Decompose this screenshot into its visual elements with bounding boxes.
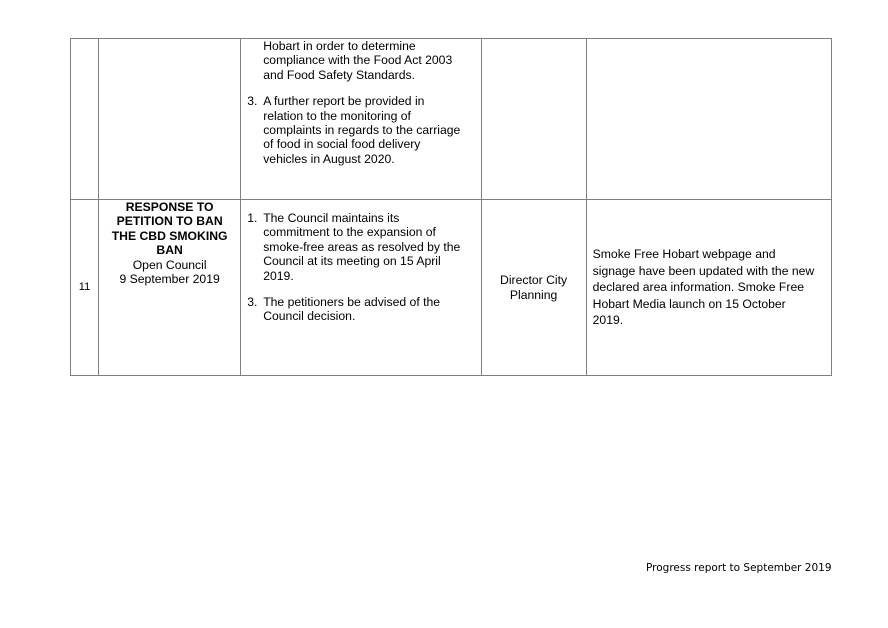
text-line: smoke-free areas as resolved by the: [263, 239, 461, 254]
text-line: Council at its meeting on 15 April: [263, 254, 441, 269]
table-row-item-11: [71, 200, 832, 376]
resolution-number: 3.: [247, 295, 258, 310]
item-title-cell: [99, 200, 241, 376]
resolution-number: 1.: [247, 211, 258, 225]
resolution-item: [247, 211, 474, 283]
item-title-cell: [99, 39, 241, 200]
resolution-cell: [241, 200, 481, 376]
meeting-date: 9 September 2019: [119, 272, 220, 287]
text-line: vehicles in August 2020.: [263, 151, 395, 166]
resolution-list: [247, 211, 474, 324]
text-line: relation to the monitoring of: [263, 108, 411, 123]
page-footer: Progress report to September 2019: [646, 562, 832, 574]
progress-report-table: [70, 38, 832, 376]
comment-cell: [586, 200, 831, 376]
resolution-continued-text: [247, 39, 474, 82]
responsibility-cell: [481, 39, 586, 200]
text-line: The Council maintains its: [263, 211, 400, 225]
text-line: Hobart in order to determine: [263, 39, 416, 53]
item-title-line: RESPONSE TO: [125, 200, 214, 214]
comment-cell: [586, 39, 831, 200]
text-line: commitment to the expansion of: [263, 225, 436, 240]
text-line: 2019.: [263, 268, 294, 283]
item-title-line: THE CBD SMOKING: [111, 228, 228, 243]
comment-line: 2019.: [592, 313, 624, 328]
text-line: of food in social food delivery: [263, 137, 421, 152]
resolution-list: [247, 94, 474, 166]
item-title-line: BAN: [156, 243, 183, 258]
comment-line: declared area information. Smoke Free: [592, 280, 804, 295]
comment-line: Hobart Media launch on 15 October: [592, 296, 786, 311]
item-number-cell: [71, 200, 99, 376]
responsibility-line: Director City: [500, 273, 568, 288]
meeting-name: Open Council: [132, 257, 207, 272]
resolution-cell: [241, 39, 481, 200]
text-line: complaints in regards to the carriage: [263, 123, 461, 138]
responsibility-line: Planning: [509, 287, 558, 302]
text-line: compliance with the Food Act 2003: [263, 53, 453, 68]
item-number-cell: [71, 39, 99, 200]
comment-line: signage have been updated with the new: [592, 263, 815, 278]
text-line: and Food Safety Standards.: [263, 67, 415, 82]
resolution-item: [247, 94, 474, 166]
resolution-item: [247, 295, 474, 324]
item-title-line: PETITION TO BAN: [116, 214, 223, 229]
item-number: 11: [78, 281, 91, 294]
text-line: Council decision.: [263, 309, 356, 324]
text-line: The petitioners be advised of the: [263, 295, 441, 310]
responsibility-cell: [481, 200, 586, 376]
resolution-number: 3.: [247, 94, 258, 109]
comment-line: Smoke Free Hobart webpage and: [592, 247, 776, 262]
text-line: A further report be provided in: [263, 94, 425, 109]
table-row-continued: [71, 39, 832, 200]
